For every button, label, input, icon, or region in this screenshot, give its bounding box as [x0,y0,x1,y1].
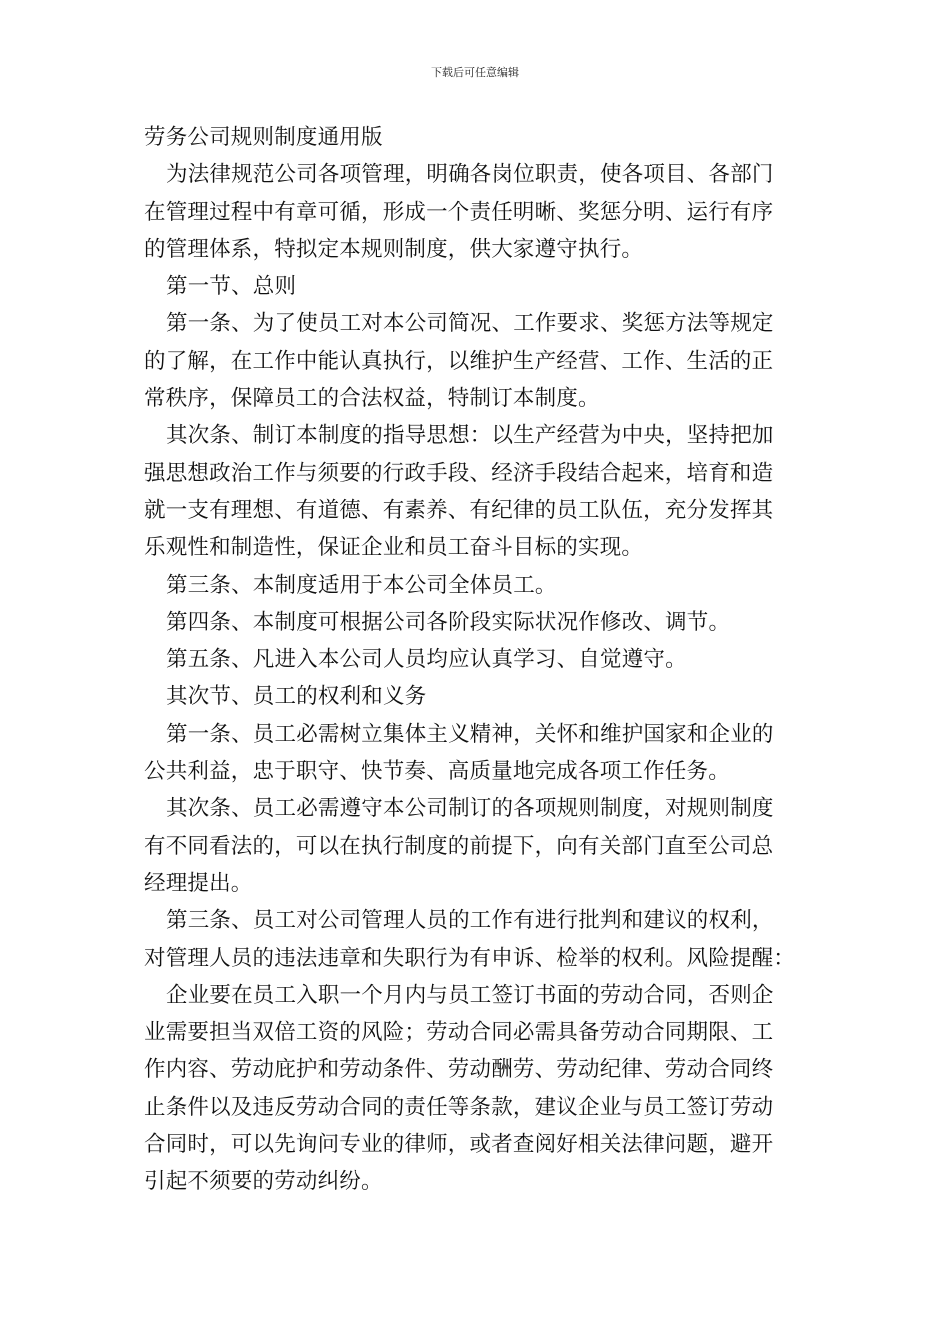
document-text-line: 第三条、本制度适用于本公司全体员工。 [166,572,557,598]
document-text-line: 业需要担当双倍工资的风险；劳动合同必需具备劳动合同期限、工 [144,1020,774,1046]
document-text-line: 第三条、员工对公司管理人员的工作有进行批判和建议的权利， [166,908,774,934]
document-text-line: 第四条、本制度可根据公司各阶段实际状况作修改、调节。 [166,609,731,635]
document-text-line: 止条件以及违反劳动合同的责任等条款，建议企业与员工签订劳动 [144,1094,774,1120]
document-text-line: 其次条、员工必需遵守本公司制订的各项规则制度，对规则制度 [166,796,774,822]
document-text-line: 第五条、凡进入本公司人员均应认真学习、自觉遵守。 [166,647,687,673]
document-text-line: 经理提出。 [144,870,253,896]
document-text-line: 引起不须要的劳动纠纷。 [144,1169,383,1195]
page-header-note: 下载后可任意编辑 [431,66,519,79]
document-text-line: 第一节、总则 [166,274,297,300]
document-text-line: 有不同看法的，可以在执行制度的前提下，向有关部门直至公司总 [144,833,774,859]
document-text-line: 对管理人员的违法违章和失职行为有申诉、检举的权利。风险提醒： [144,945,796,971]
document-text-line: 强思想政治工作与须要的行政手段、经济手段结合起来，培育和造 [144,460,774,486]
document-text-line: 合同时，可以先询问专业的律师，或者查阅好相关法律问题，避开 [144,1132,774,1158]
document-text-line: 的管理体系，特拟定本规则制度，供大家遵守执行。 [144,236,644,262]
document-text-line: 第一条、员工必需树立集体主义精神，关怀和维护国家和企业的 [166,721,774,747]
document-text-line: 的了解，在工作中能认真执行，以维护生产经营、工作、生活的正 [144,348,774,374]
document-text-line: 企业要在员工入职一个月内与员工签订书面的劳动合同，否则企 [166,982,774,1008]
document-title: 劳务公司规则制度通用版 [144,125,383,150]
document-text-line: 作内容、劳动庇护和劳动条件、劳动酬劳、劳动纪律、劳动合同终 [144,1057,774,1083]
document-body [144,119,814,1201]
document-text-line: 第一条、为了使员工对本公司简况、工作要求、奖惩方法等规定 [166,311,774,337]
document-text-line: 为法律规范公司各项管理，明确各岗位职责，使各项目、各部门 [166,162,774,188]
document-text-line: 乐观性和制造性，保证企业和员工奋斗目标的实现。 [144,535,644,561]
document-text-line: 在管理过程中有章可循，形成一个责任明晰、奖惩分明、运行有序 [144,199,774,225]
document-text-line: 常秩序，保障员工的合法权益，特制订本制度。 [144,386,600,412]
document-text-line: 其次节、员工的权利和义务 [166,684,427,710]
document-text-line: 公共利益，忠于职守、快节奏、高质量地完成各项工作任务。 [144,759,730,785]
document-text-line: 就一支有理想、有道德、有素养、有纪律的员工队伍，充分发挥其 [144,497,774,523]
document-text-line: 其次条、制订本制度的指导思想：以生产经营为中央，坚持把加 [166,423,774,449]
